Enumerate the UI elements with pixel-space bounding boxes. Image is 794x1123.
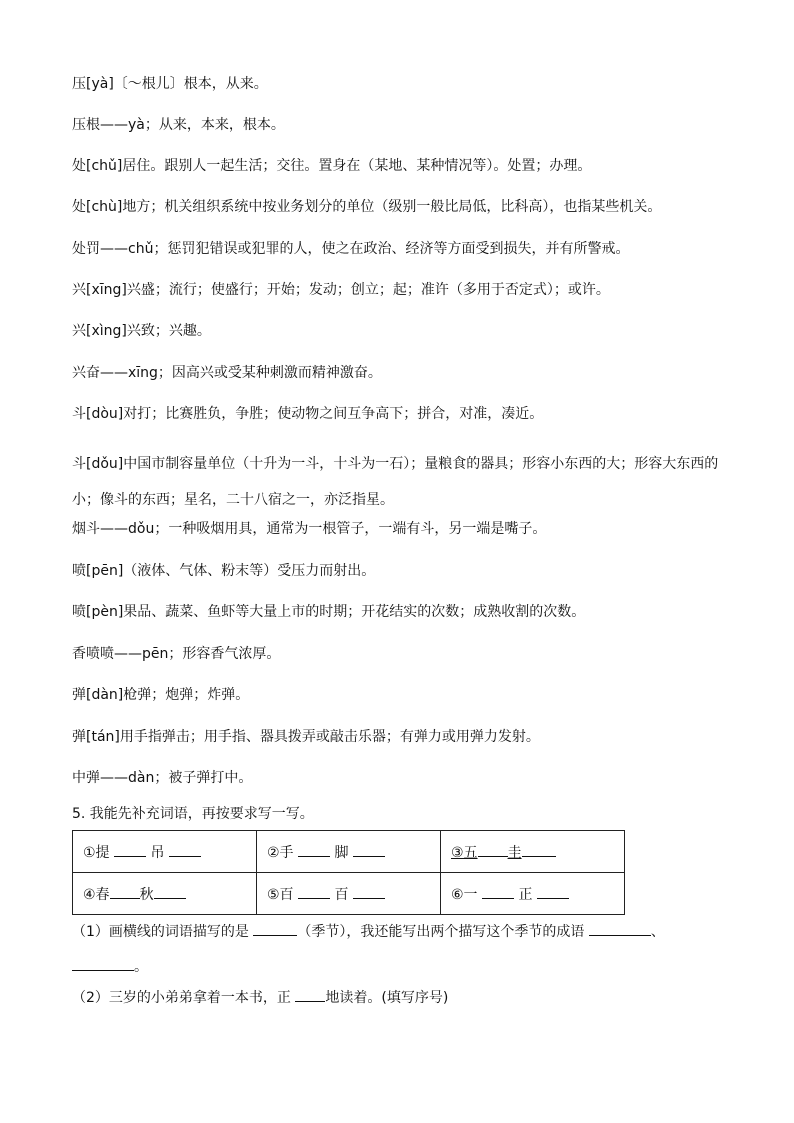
blank-field[interactable] xyxy=(522,842,556,857)
blank-field[interactable] xyxy=(110,884,140,899)
entry-line: 兴[xīng]兴盛；流行；使盛行；开始；发动；创立；起；准许（多用于否定式）；或许。 xyxy=(72,282,610,298)
entry-line: 中弹——dàn；被子弹打中。 xyxy=(72,770,253,786)
entry-line: 烟斗——dǒu；一种吸烟用具，通常为一根管子，一端有斗，另一端是嘴子。 xyxy=(72,521,547,537)
blank-field[interactable] xyxy=(537,884,569,899)
table-cell: ④春 秋 xyxy=(73,873,257,915)
question-title: 5. 我能先补充词语，再按要求写一写。 xyxy=(72,806,314,822)
blank-field[interactable] xyxy=(482,884,514,899)
table-cell: ⑤百 百 xyxy=(257,873,441,915)
entry-line: 喷[pēn]（液体、气体、粉末等）受压力而射出。 xyxy=(72,563,376,579)
entry-line: 压[yà]〔～根儿〕根本，从来。 xyxy=(72,76,268,92)
entry-line: 兴[xìng]兴致；兴趣。 xyxy=(72,323,211,339)
entry-line: 压根——yà；从来，本来，根本。 xyxy=(72,117,285,133)
blank-field[interactable] xyxy=(298,884,330,899)
blank-field[interactable] xyxy=(72,956,134,971)
sub-question-1: （1）画横线的词语描写的是 （季节），我还能写出两个描写这个季节的成语 、 xyxy=(72,921,665,942)
blank-field[interactable] xyxy=(295,987,325,1002)
entry-line: 斗[dǒu]中国市制容量单位（十升为一斗，十斗为一石）；量粮食的器具；形容小东西的大；形容大东西的小；像斗的东西；星名，二十八宿之一，亦泛指星。 xyxy=(72,456,719,508)
table-cell: ①提 吊 xyxy=(73,831,257,873)
blank-field[interactable] xyxy=(298,842,330,857)
blank-field[interactable] xyxy=(253,921,297,936)
entry-line: 香喷喷——pēn；形容香气浓厚。 xyxy=(72,646,281,662)
entry-line: 处罚——chǔ；惩罚犯错误或犯罪的人，使之在政治、经济等方面受到损失，并有所警戒。 xyxy=(72,241,630,257)
entry-line: 处[chǔ]居住。跟别人一起生活；交往。置身在（某地、某种情况等）。处置；办理。 xyxy=(72,158,592,174)
sub-question-1-cont: 。 xyxy=(72,956,148,977)
entry-line: 喷[pèn]果品、蔬菜、鱼虾等大量上市的时期；开花结实的次数；成熟收割的次数。 xyxy=(72,604,586,620)
table-row xyxy=(73,873,625,915)
blank-field[interactable] xyxy=(353,884,385,899)
blank-field[interactable] xyxy=(154,884,186,899)
table-cell: ②手 脚 xyxy=(257,831,441,873)
sub-question-2: （2）三岁的小弟弟拿着一本书，正 地读着。(填写序号) xyxy=(72,987,448,1008)
blank-field[interactable] xyxy=(589,921,651,936)
entry-line: 弹[tán]用手指弹击；用手指、器具拨弄或敲击乐器；有弹力或用弹力发射。 xyxy=(72,729,540,745)
word-table xyxy=(72,830,625,915)
blank-field[interactable] xyxy=(114,842,146,857)
entry-line: 兴奋——xīng；因高兴或受某种刺激而精神激奋。 xyxy=(72,365,382,381)
table-cell: ⑥一 正 xyxy=(441,873,625,915)
blank-field[interactable] xyxy=(478,842,508,857)
blank-field[interactable] xyxy=(169,842,201,857)
blank-field[interactable] xyxy=(353,842,385,857)
entry-line: 斗[dòu]对打；比赛胜负，争胜；使动物之间互争高下；拼合，对准，凑近。 xyxy=(72,406,544,422)
table-cell: ③五 圭 xyxy=(441,831,625,873)
entry-line: 弹[dàn]枪弹；炮弹；炸弹。 xyxy=(72,687,250,703)
table-row xyxy=(73,831,625,873)
entry-line: 处[chù]地方；机关组织系统中按业务划分的单位（级别一般比局低，比科高），也指某些机关。 xyxy=(72,199,662,215)
